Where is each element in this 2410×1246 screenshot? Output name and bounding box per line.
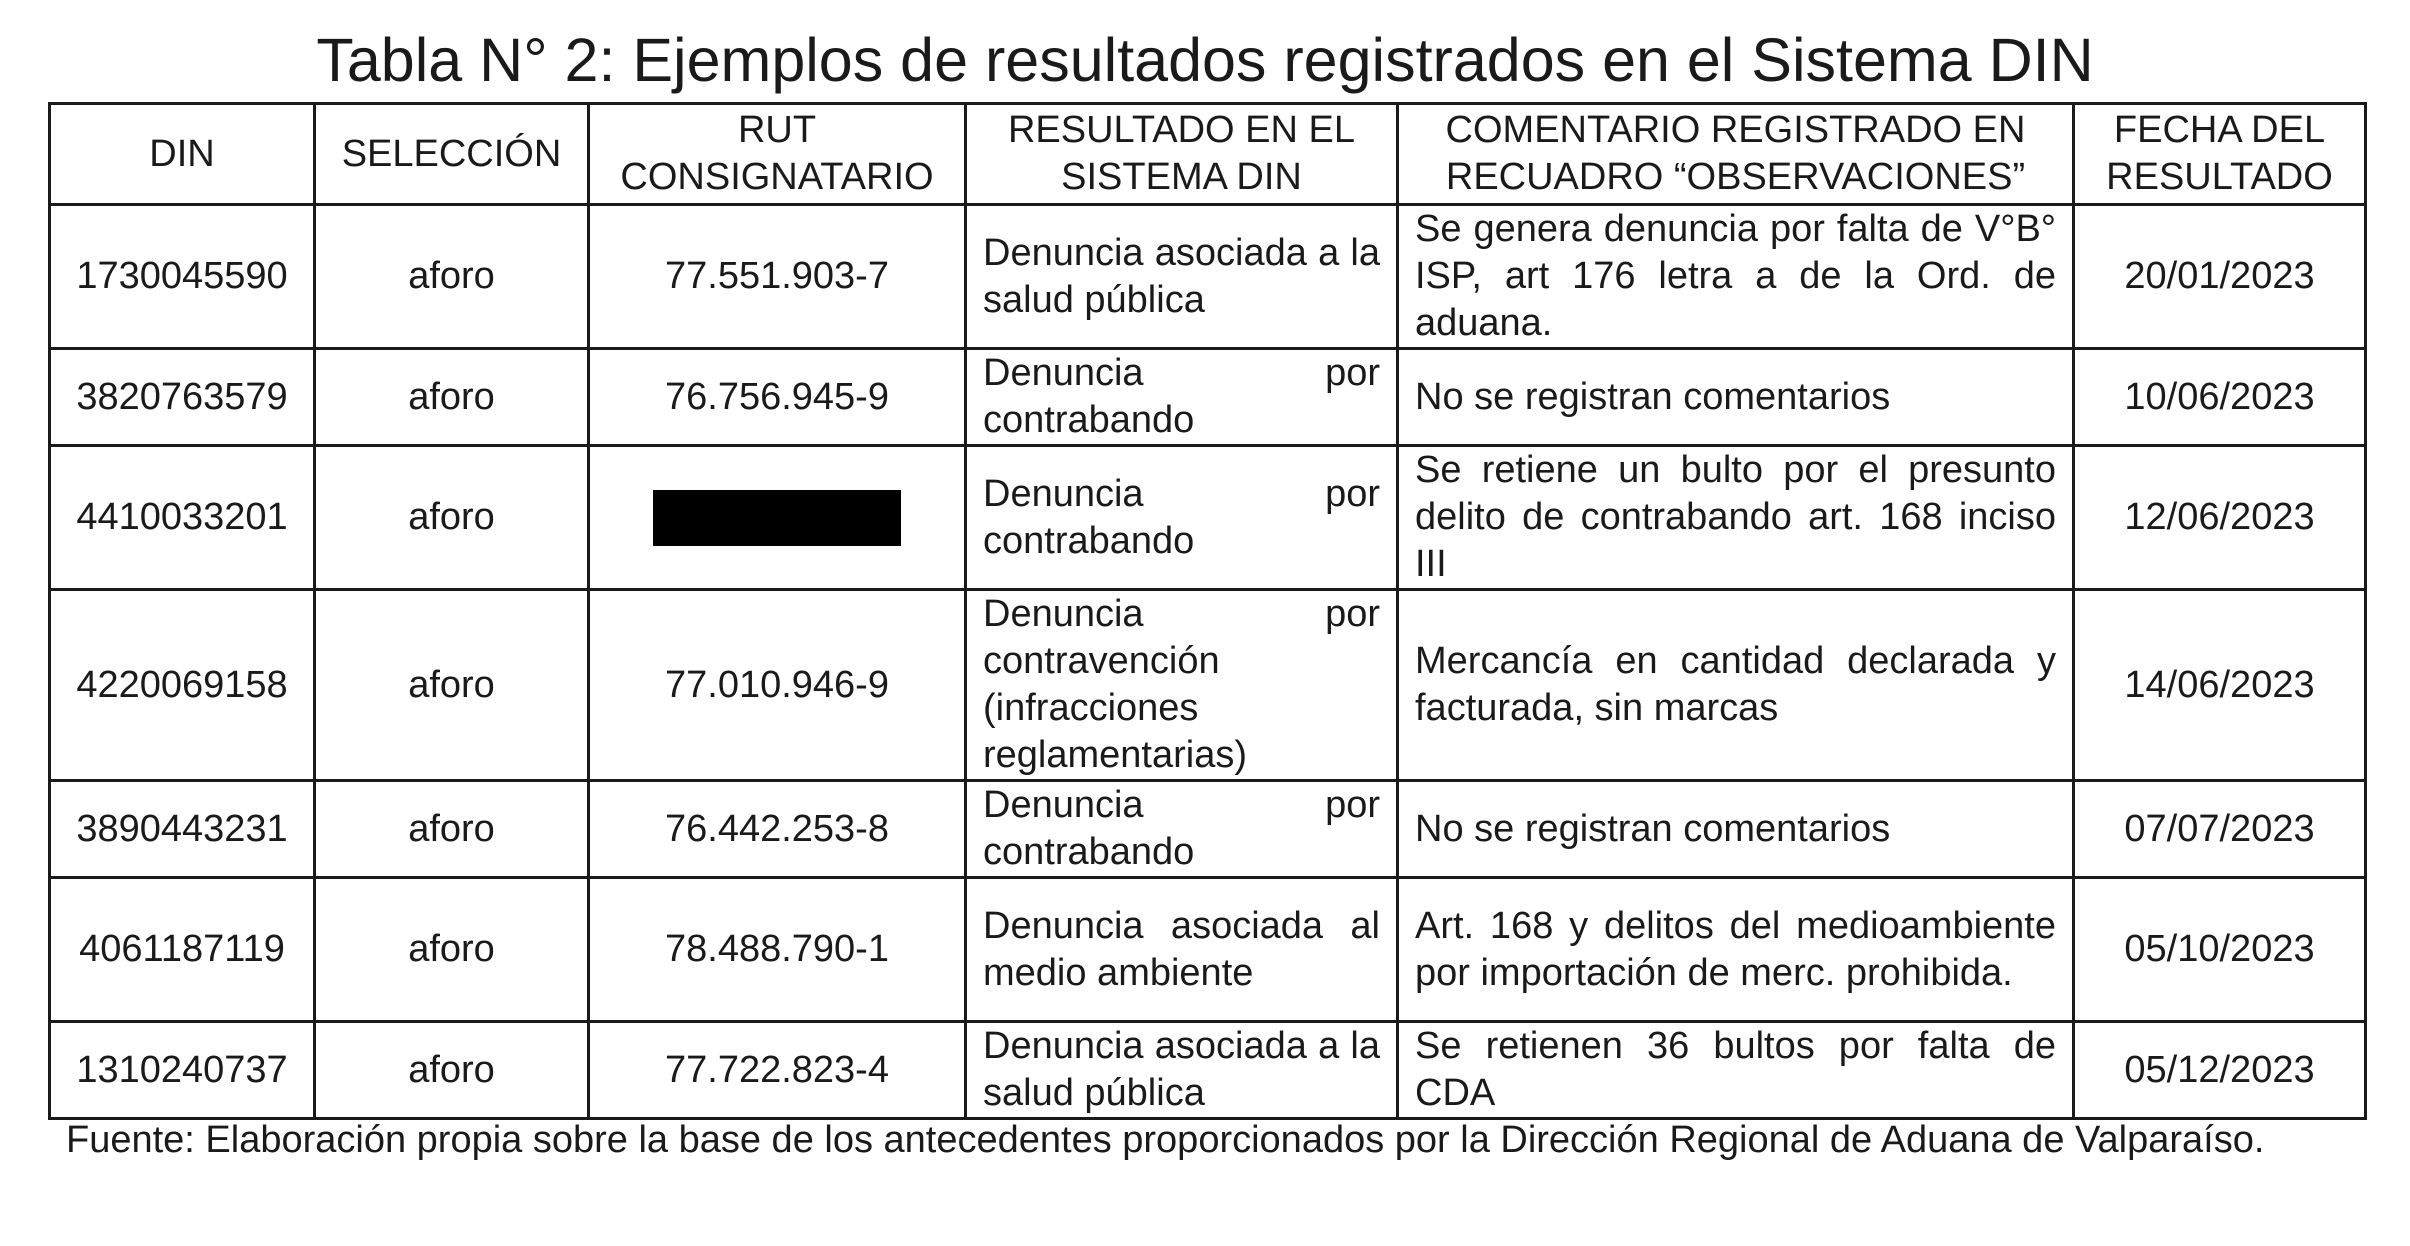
cell-fecha: 20/01/2023 <box>2074 205 2366 349</box>
cell-din: 1310240737 <box>50 1022 315 1119</box>
table-row <box>50 1022 2366 1119</box>
cell-comentario: Art. 168 y delitos del medioambiente por importación de merc. prohibida. <box>1398 878 2074 1022</box>
cell-din: 1730045590 <box>50 205 315 349</box>
header-resultado: RESULTADO EN EL SISTEMA DIN <box>966 104 1398 205</box>
header-comentario: COMENTARIO REGISTRADO EN RECUADRO “OBSERVACIONES” <box>1398 104 2074 205</box>
header-rut-consignatario: RUT CONSIGNATARIO <box>589 104 966 205</box>
redaction-block <box>653 490 901 546</box>
cell-seleccion: aforo <box>315 590 589 781</box>
cell-rut: 77.722.823-4 <box>589 1022 966 1119</box>
cell-seleccion: aforo <box>315 878 589 1022</box>
cell-din: 3890443231 <box>50 781 315 878</box>
cell-fecha: 12/06/2023 <box>2074 446 2366 590</box>
cell-comentario: No se registran comentarios <box>1398 781 2074 878</box>
header-din: DIN <box>50 104 315 205</box>
table-row <box>50 781 2366 878</box>
cell-fecha: 07/07/2023 <box>2074 781 2366 878</box>
cell-rut: 77.010.946-9 <box>589 590 966 781</box>
cell-seleccion: aforo <box>315 781 589 878</box>
cell-seleccion: aforo <box>315 1022 589 1119</box>
table-title: Tabla N° 2: Ejemplos de resultados registrados en el Sistema DIN <box>316 26 2094 94</box>
cell-resultado: Denuncia asociada al medio ambiente <box>966 878 1398 1022</box>
din-results-table <box>48 102 2367 1120</box>
header-fecha: FECHA DEL RESULTADO <box>2074 104 2366 205</box>
cell-din: 4061187119 <box>50 878 315 1022</box>
cell-comentario: Mercancía en cantidad declarada y facturada, sin marcas <box>1398 590 2074 781</box>
cell-resultado: Denuncia por contrabando <box>966 349 1398 446</box>
table-row <box>50 446 2366 590</box>
table-row <box>50 590 2366 781</box>
header-seleccion: SELECCIÓN <box>315 104 589 205</box>
cell-din: 3820763579 <box>50 349 315 446</box>
cell-seleccion: aforo <box>315 349 589 446</box>
cell-comentario: Se retiene un bulto por el presunto delito de contrabando art. 168 inciso III <box>1398 446 2074 590</box>
cell-din: 4220069158 <box>50 590 315 781</box>
cell-fecha: 05/12/2023 <box>2074 1022 2366 1119</box>
cell-fecha: 05/10/2023 <box>2074 878 2366 1022</box>
cell-rut: 77.551.903-7 <box>589 205 966 349</box>
cell-resultado: Denuncia asociada a la salud pública <box>966 205 1398 349</box>
cell-comentario: Se retienen 36 bultos por falta de CDA <box>1398 1022 2074 1119</box>
table-row <box>50 205 2366 349</box>
header-row <box>50 104 2366 205</box>
cell-seleccion: aforo <box>315 205 589 349</box>
cell-rut-redacted <box>589 446 966 590</box>
cell-fecha: 10/06/2023 <box>2074 349 2366 446</box>
cell-resultado: Denuncia asociada a la salud pública <box>966 1022 1398 1119</box>
cell-rut: 78.488.790-1 <box>589 878 966 1022</box>
cell-resultado: Denuncia por contravención (infracciones reglamentarias) <box>966 590 1398 781</box>
table-row <box>50 349 2366 446</box>
cell-rut: 76.756.945-9 <box>589 349 966 446</box>
cell-resultado: Denuncia por contrabando <box>966 781 1398 878</box>
cell-comentario: Se genera denuncia por falta de V°B° ISP, art 176 letra a de la Ord. de aduana. <box>1398 205 2074 349</box>
cell-fecha: 14/06/2023 <box>2074 590 2366 781</box>
cell-din: 4410033201 <box>50 446 315 590</box>
cell-seleccion: aforo <box>315 446 589 590</box>
cell-comentario: No se registran comentarios <box>1398 349 2074 446</box>
table-row <box>50 878 2366 1022</box>
cell-resultado: Denuncia por contrabando <box>966 446 1398 590</box>
source-note: Fuente: Elaboración propia sobre la base de los antecedentes proporcionados por la Dirección Regional de Aduana de Valparaíso. <box>66 1119 2265 1161</box>
cell-rut: 76.442.253-8 <box>589 781 966 878</box>
